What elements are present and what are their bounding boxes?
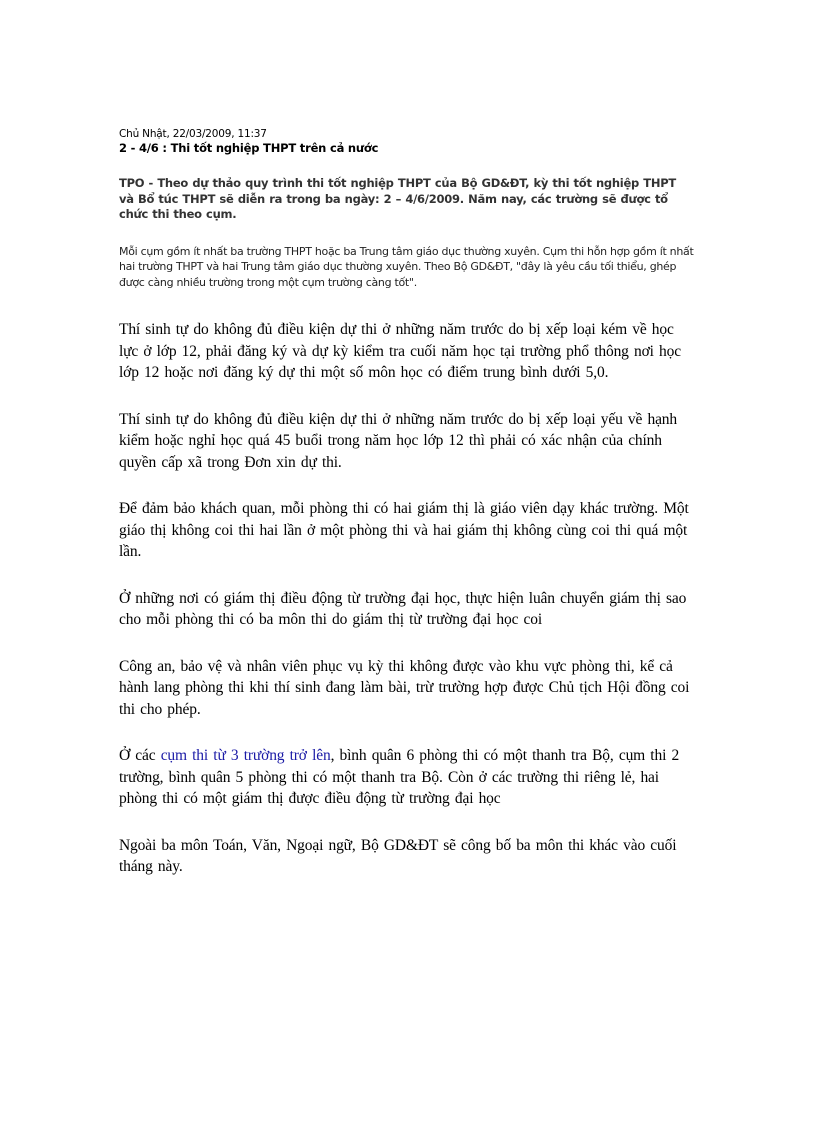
- paragraph-inspectors-rest: , bình quân 6 phòng thi có một thanh tra Bộ, cụm thi 2 trường, bình quân 5 phòng thi có một thanh tra Bộ. Còn ở các trường thi riêng lẻ, hai phòng thi có một giám thị được điều động từ trường đại học: [119, 747, 680, 807]
- cluster-link[interactable]: cụm thi từ 3 trường trở lên: [160, 747, 331, 764]
- paragraph-free-candidates-conduct: Thí sinh tự do không đủ điều kiện dự thi ở những năm trước do bị xếp loại yếu về hạnh kiểm hoặc nghỉ học quá 45 buổi trong năm học lớp 12 thì phải có xác nhận của chính quyền cấp xã trong Đơn xin dự thi.: [119, 410, 678, 471]
- article-intro: Mỗi cụm gồm ít nhất ba trường THPT hoặc ba Trung tâm giáo dục thường xuyên. Cụm thi hỗn hợp gồm ít nhất hai trường THPT và hai Trung tâm giáo dục thường xuyên. Theo Bộ GD&ĐT, "đây là yêu cầu tối thiểu, ghép được càng nhiều trường trong một cụm trường càng tốt".: [119, 244, 694, 289]
- article: [119, 128, 694, 903]
- paragraph-inspectors: [119, 745, 694, 810]
- paragraph-inspectors-start: Ở các: [119, 747, 161, 764]
- paragraph-free-candidates-academic: Thí sinh tự do không đủ điều kiện dự thi ở những năm trước do bị xếp loại kém về học lực ở lớp 12, phải đăng ký và dự kỳ kiểm tra cuối năm học tại trường phổ thông nơi học lớp 12 hoặc nơi đăng ký dự thi một số môn học có điểm trung bình dưới 5,0.: [119, 321, 681, 381]
- paragraph-security-staff: Công an, bảo vệ và nhân viên phục vụ kỳ thi không được vào khu vực phòng thi, kể cả hành lang phòng thi khi thí sinh đang làm bài, trừ trường hợp được Chủ tịch Hội đồng coi thi cho phép.: [119, 657, 690, 718]
- paragraph-university-invigilators: Ở những nơi có giám thị điều động từ trường đại học, thực hiện luân chuyển giám thị sao cho mỗi phòng thi có ba môn thi do giám thị từ trường đại học coi: [119, 589, 687, 628]
- article-dateline: Chủ Nhật, 22/03/2009, 11:37: [119, 128, 267, 140]
- article-headline: 2 - 4/6 : Thi tốt nghiệp THPT trên cả nước: [119, 141, 379, 155]
- paragraph-subjects: Ngoài ba môn Toán, Văn, Ngoại ngữ, Bộ GD&ĐT sẽ công bố ba môn thi khác vào cuối tháng này.: [119, 836, 677, 875]
- article-lead: TPO - Theo dự thảo quy trình thi tốt nghiệp THPT của Bộ GD&ĐT, kỳ thi tốt nghiệp THPT và Bổ túc THPT sẽ diễn ra trong ba ngày: 2 – 4/6/2009. Năm nay, các trường sẽ được tổ chức thi theo cụm.: [119, 176, 677, 221]
- paragraph-invigilators: Để đảm bảo khách quan, mỗi phòng thi có hai giám thị là giáo viên dạy khác trường. Một giáo thị không coi thi hai lần ở một phòng thi và hai giám thị không cùng coi thi quá một lần.: [119, 500, 689, 560]
